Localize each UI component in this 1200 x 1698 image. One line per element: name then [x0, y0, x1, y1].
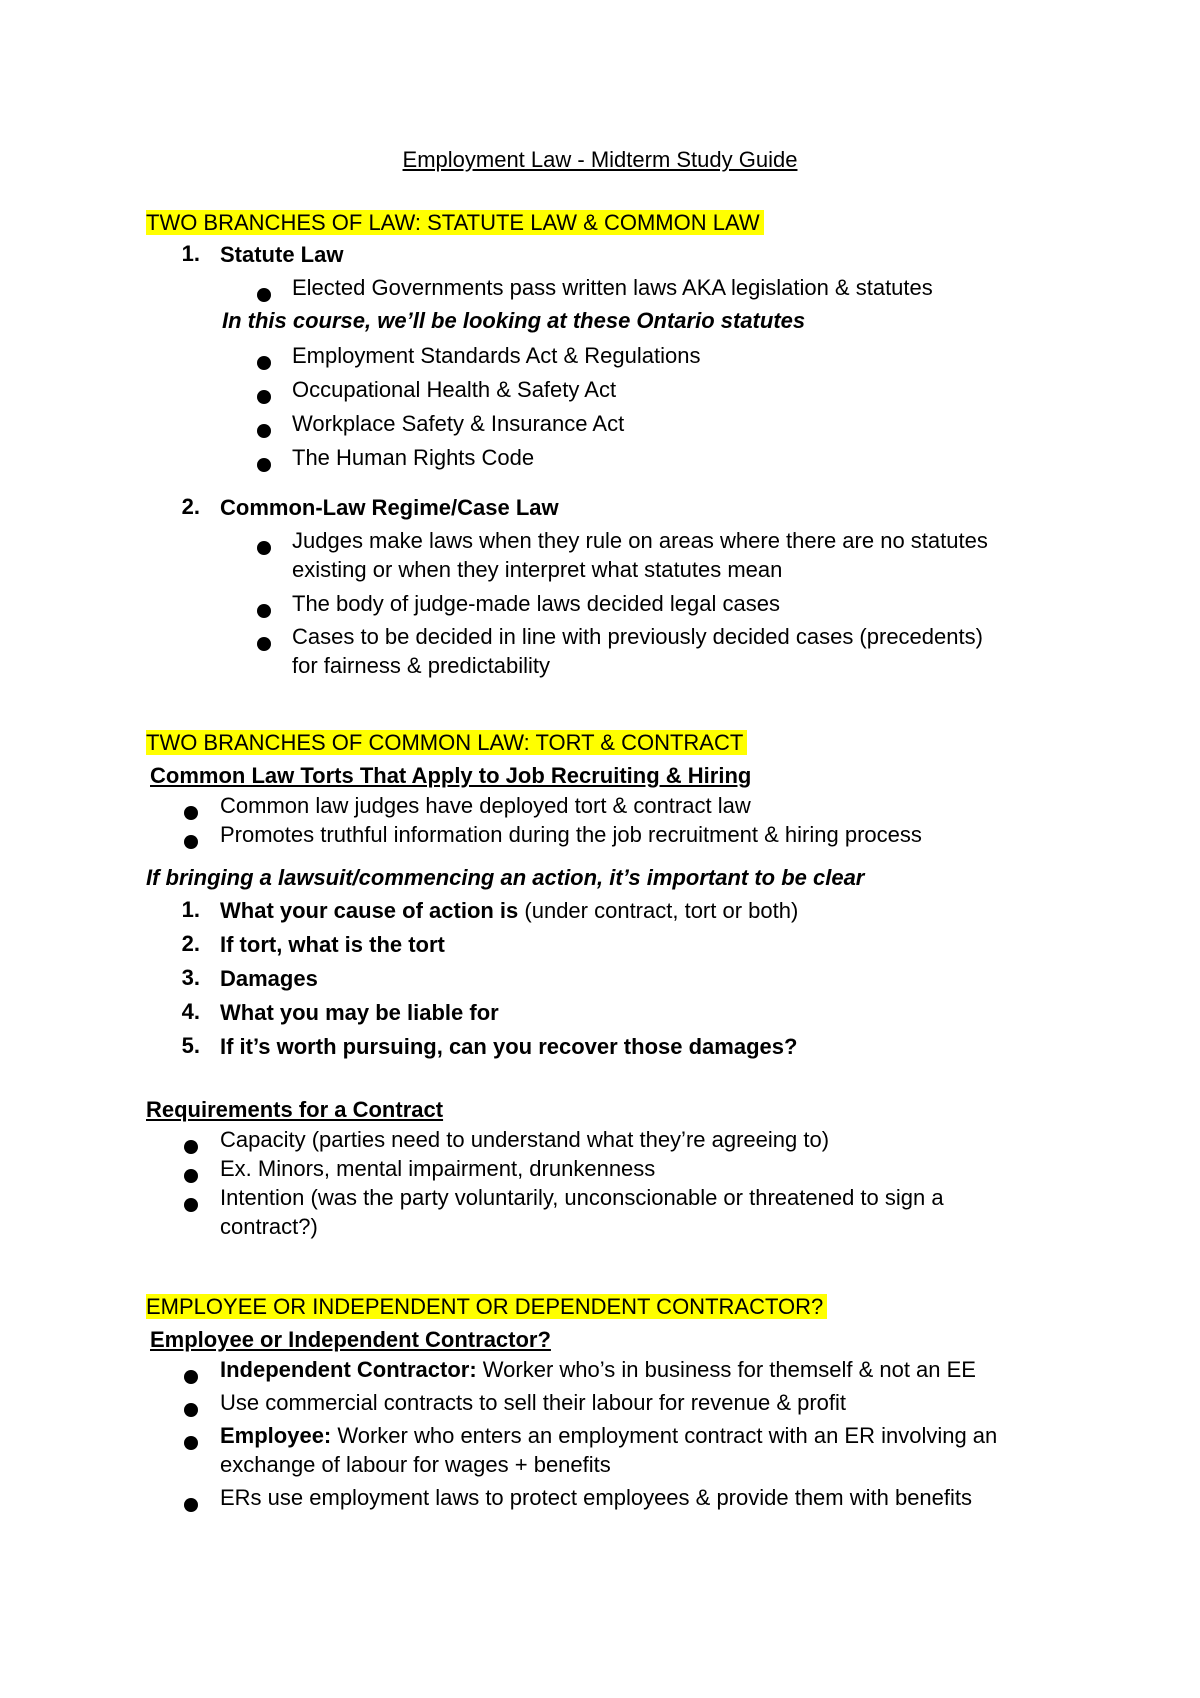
subheading-torts: Common Law Torts That Apply to Job Recruiting & Hiring — [150, 763, 752, 788]
list-item: Promotes truthful information during the job recruitment & hiring process — [220, 822, 922, 847]
bullet-icon — [257, 637, 271, 651]
list-item: The body of judge-made laws decided legal cases — [292, 591, 780, 616]
bullet-icon — [257, 356, 271, 370]
list-number: 1. — [181, 241, 200, 266]
section-heading-contractor: EMPLOYEE OR INDEPENDENT OR DEPENDENT CONTRACTOR? — [146, 1293, 827, 1321]
list-number: 2. — [181, 931, 200, 956]
bullet-icon — [184, 1436, 198, 1450]
list-item: Occupational Health & Safety Act — [292, 377, 617, 402]
list-item: ERs use employment laws to protect employees & provide them with benefits — [220, 1485, 973, 1510]
list-item-continuation: for fairness & predictability — [292, 653, 550, 678]
statutes-intro: In this course, we’ll be looking at these Ontario statutes — [222, 308, 806, 333]
bullet-icon — [257, 288, 271, 302]
list-item: Common law judges have deployed tort & contract law — [220, 793, 751, 818]
list-number: 5. — [181, 1033, 200, 1058]
bullet-icon — [184, 806, 198, 820]
list-item: Workplace Safety & Insurance Act — [292, 411, 625, 436]
bullet-icon — [184, 1498, 198, 1512]
section-heading-tort-contract: TWO BRANCHES OF COMMON LAW: TORT & CONTRACT — [146, 729, 747, 757]
list-item: Employee: Worker who enters an employment contract with an ER involving an — [220, 1423, 998, 1448]
list-item: The Human Rights Code — [292, 445, 535, 470]
list-item-step: What you may be liable for — [220, 1000, 499, 1025]
list-item-continuation: existing or when they interpret what statutes mean — [292, 557, 783, 582]
page-title: Employment Law - Midterm Study Guide — [402, 147, 798, 172]
list-item-step: If it’s worth pursuing, can you recover those damages? — [220, 1034, 798, 1059]
bullet-icon — [184, 1169, 198, 1183]
list-item: Cases to be decided in line with previously decided cases (precedents) — [292, 624, 983, 649]
list-item: Judges make laws when they rule on areas where there are no statutes — [292, 528, 988, 553]
bullet-icon — [257, 458, 271, 472]
bullet-icon — [257, 390, 271, 404]
bullet-icon — [257, 541, 271, 555]
bullet-icon — [184, 835, 198, 849]
list-item: Ex. Minors, mental impairment, drunkenness — [220, 1156, 656, 1181]
list-item: Use commercial contracts to sell their labour for revenue & profit — [220, 1390, 847, 1415]
bullet-icon — [184, 1370, 198, 1384]
list-item-step: If tort, what is the tort — [220, 932, 445, 957]
list-item-step: Damages — [220, 966, 318, 991]
list-item-step: What your cause of action is (under contract, tort or both) — [220, 898, 799, 923]
bullet-icon — [257, 604, 271, 618]
list-number: 4. — [181, 999, 200, 1024]
list-item-continuation: exchange of labour for wages + benefits — [220, 1452, 611, 1477]
subheading-employee-contractor: Employee or Independent Contractor? — [150, 1327, 551, 1352]
list-number: 3. — [181, 965, 200, 990]
bullet-icon — [184, 1198, 198, 1212]
list-item-continuation: contract?) — [220, 1214, 318, 1239]
subheading-contract: Requirements for a Contract — [146, 1097, 444, 1122]
bullet-icon — [184, 1140, 198, 1154]
list-item: Independent Contractor: Worker who’s in business for themself & not an EE — [220, 1357, 976, 1382]
list-item-common-law: Common-Law Regime/Case Law — [220, 495, 559, 520]
list-item: Capacity (parties need to understand what they’re agreeing to) — [220, 1127, 830, 1152]
list-item-statute-law: Statute Law — [220, 242, 344, 267]
lawsuit-intro: If bringing a lawsuit/commencing an action, it’s important to be clear — [146, 865, 865, 890]
list-number: 1. — [181, 897, 200, 922]
list-item: Intention (was the party voluntarily, unconscionable or threatened to sign a — [220, 1185, 944, 1210]
section-heading-statute-common-law: TWO BRANCHES OF LAW: STATUTE LAW & COMMON LAW — [146, 209, 764, 237]
bullet-icon — [184, 1403, 198, 1417]
bullet-icon — [257, 424, 271, 438]
list-number: 2. — [181, 494, 200, 519]
list-item: Employment Standards Act & Regulations — [292, 343, 701, 368]
list-item: Elected Governments pass written laws AKA legislation & statutes — [292, 275, 933, 300]
